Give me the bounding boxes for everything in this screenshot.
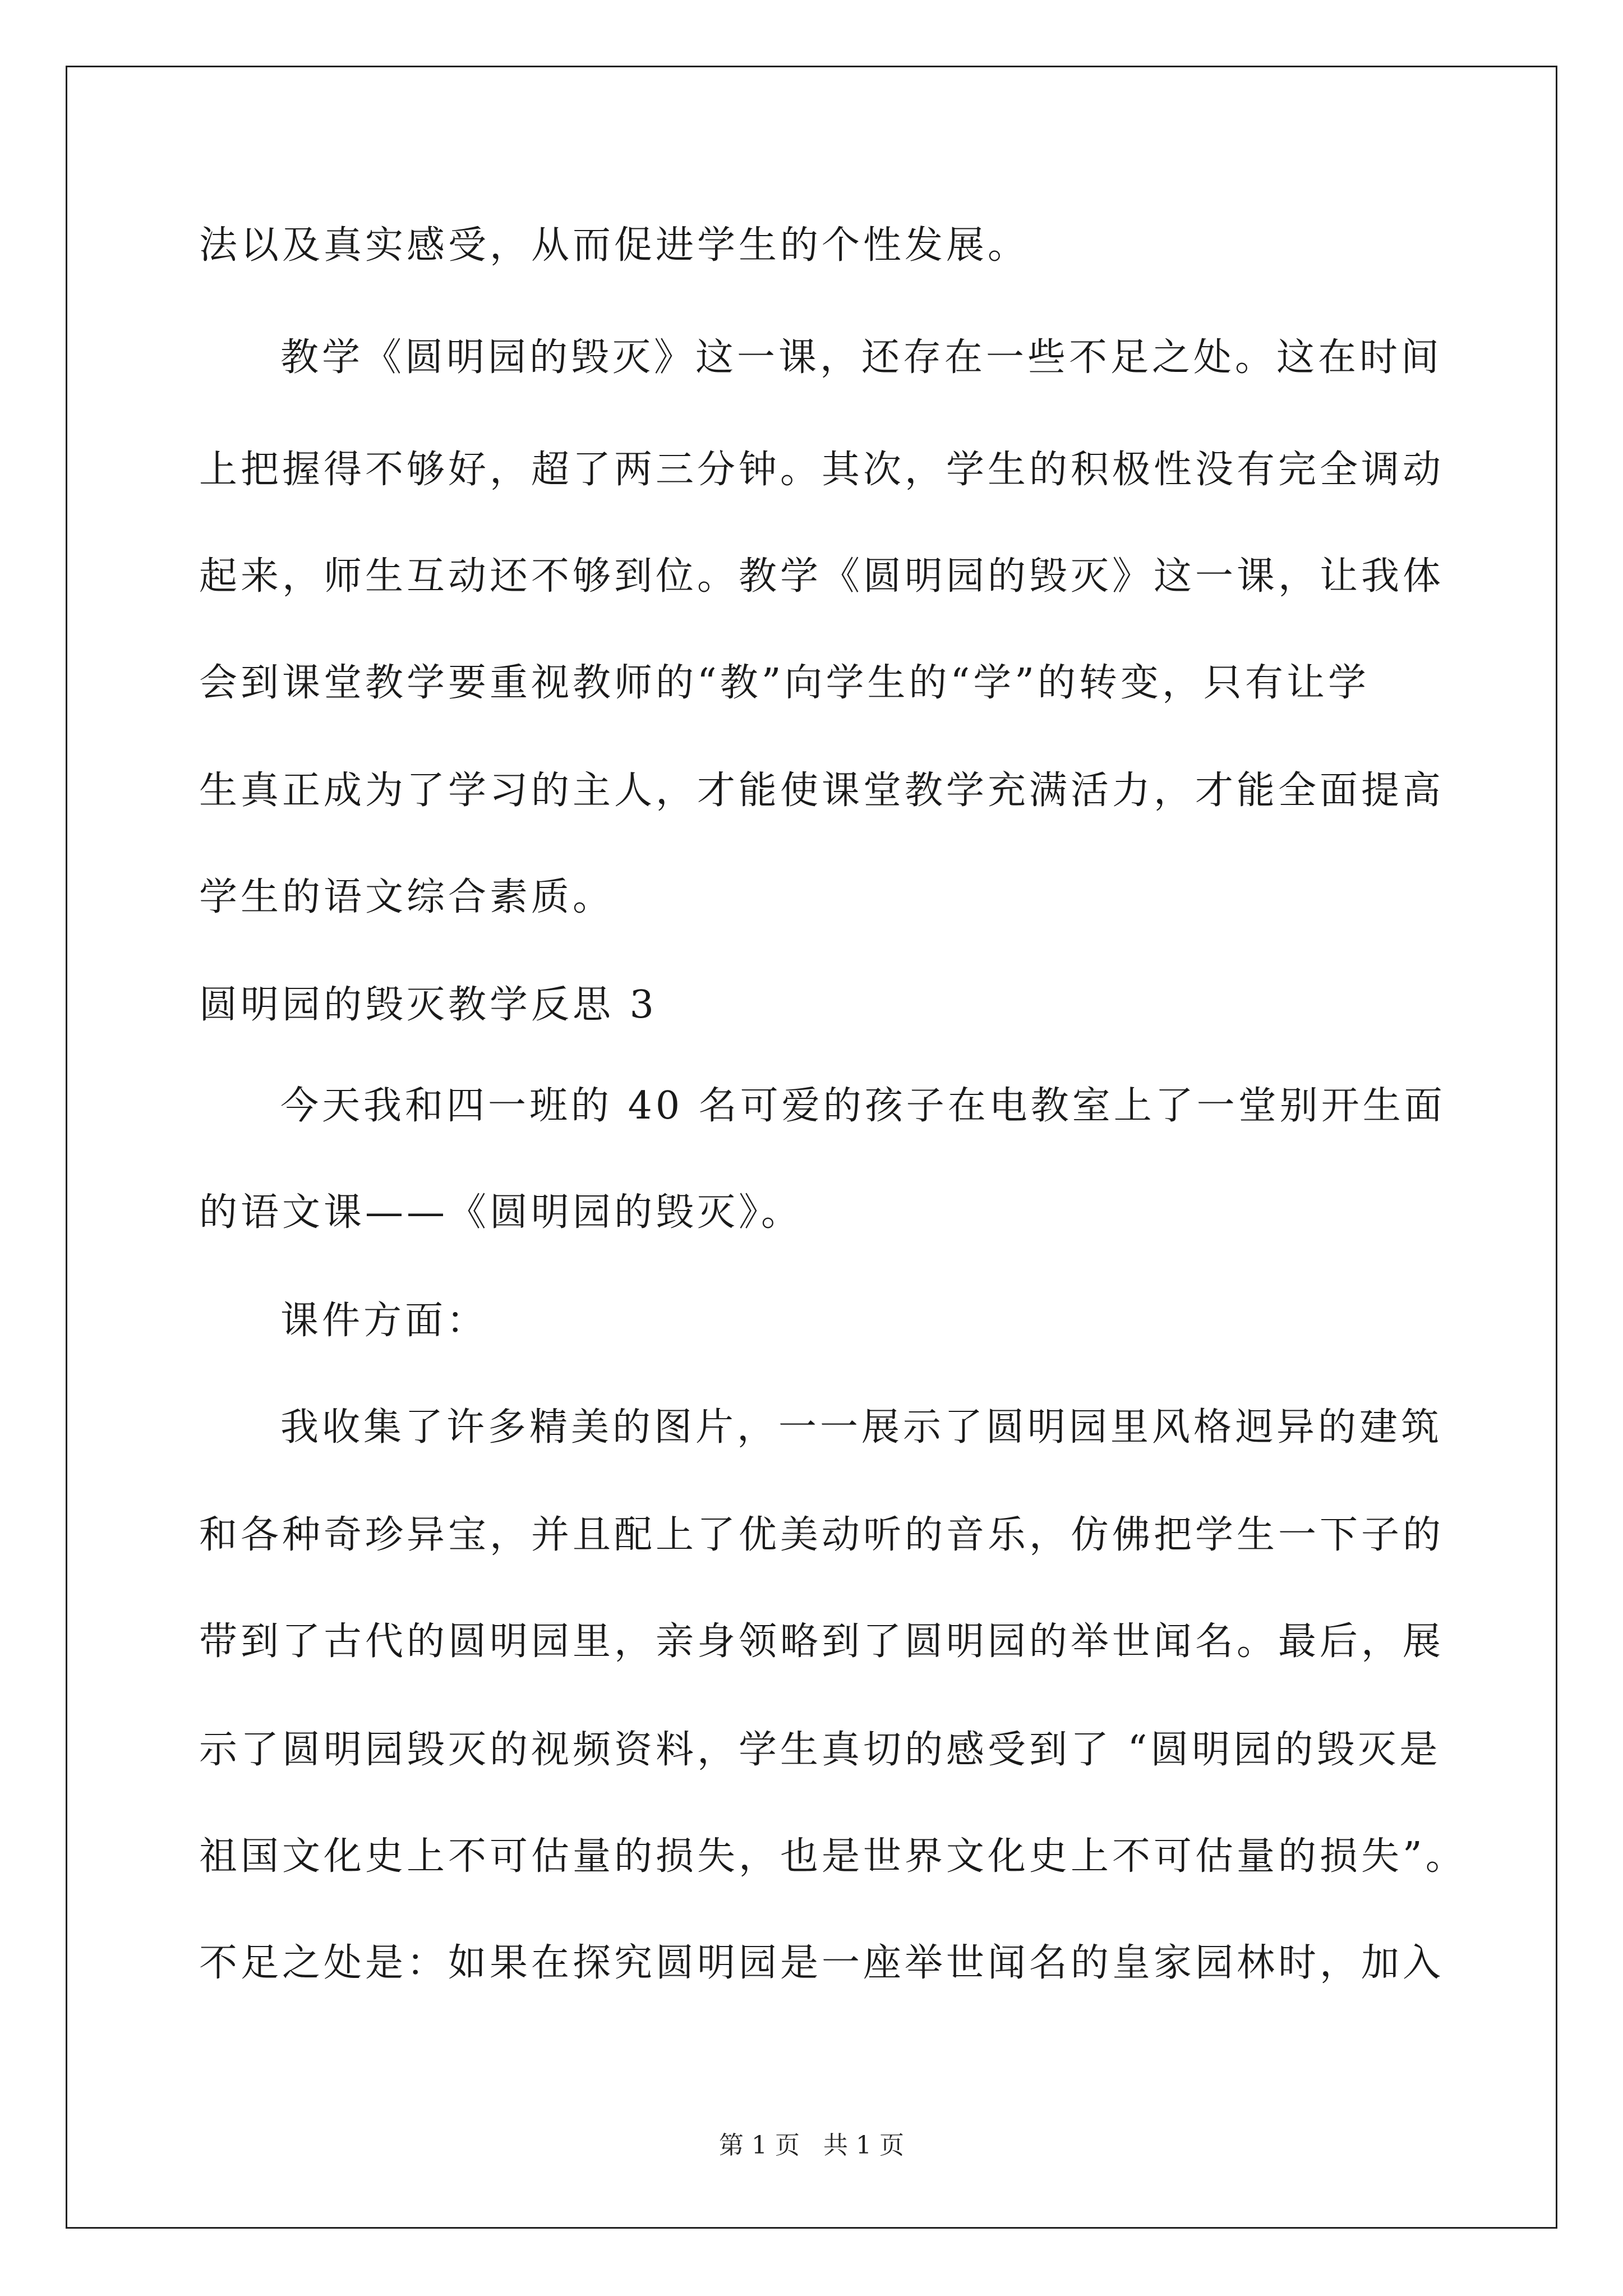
paragraph-start-line: 教学《圆明园的毁灭》这一课，还存在一些不足之处。这在时间	[280, 335, 1443, 380]
text-line: 示了圆明园毁灭的视频资料，学生真切的感受到了 “圆明园的毁灭是	[199, 1728, 1441, 1772]
paragraph-start-line: 今天我和四一班的 40 名可爱的孩子在电教室上了一堂别开生面	[280, 1084, 1446, 1128]
text-line: 上把握得不够好，超了两三分钟。其次，学生的积极性没有完全调动	[199, 448, 1445, 492]
text-line: 生真正成为了学习的主人，才能使课堂教学充满活力，才能全面提高	[199, 769, 1445, 813]
page-border	[66, 66, 1557, 2229]
text-line: 会到课堂教学要重视教师的“教”向学生的“学”的转变，只有让学	[199, 661, 1370, 705]
text-line: 不足之处是：如果在探究圆明园是一座举世闻名的皇家园林时，加入	[199, 1941, 1445, 1985]
text-line: 法以及真实感受，从而促进学生的个性发展。	[199, 223, 1030, 268]
page-number: 第 1 页 共 1 页	[719, 2131, 904, 2160]
text-line: 带到了古代的圆明园里，亲身领略到了圆明园的举世闻名。最后，展	[199, 1619, 1445, 1664]
paragraph-start-line: 课件方面：	[280, 1299, 488, 1343]
section-heading: 圆明园的毁灭教学反思 3	[199, 983, 657, 1027]
text-line: 的语文课——《圆明园的毁灭》。	[199, 1190, 803, 1235]
text-line: 祖国文化史上不可估量的损失，也是世界文化史上不可估量的损失”。	[199, 1834, 1467, 1879]
text-line: 和各种奇珍异宝，并且配上了优美动听的音乐，仿佛把学生一下子的	[199, 1513, 1445, 1557]
text-line: 学生的语文综合素质。	[199, 875, 615, 919]
paragraph-start-line: 我收集了许多精美的图片，一一展示了圆明园里风格迥异的建筑	[280, 1405, 1443, 1450]
text-line: 起来，师生互动还不够到位。教学《圆明园的毁灭》这一课，让我体	[199, 554, 1445, 599]
